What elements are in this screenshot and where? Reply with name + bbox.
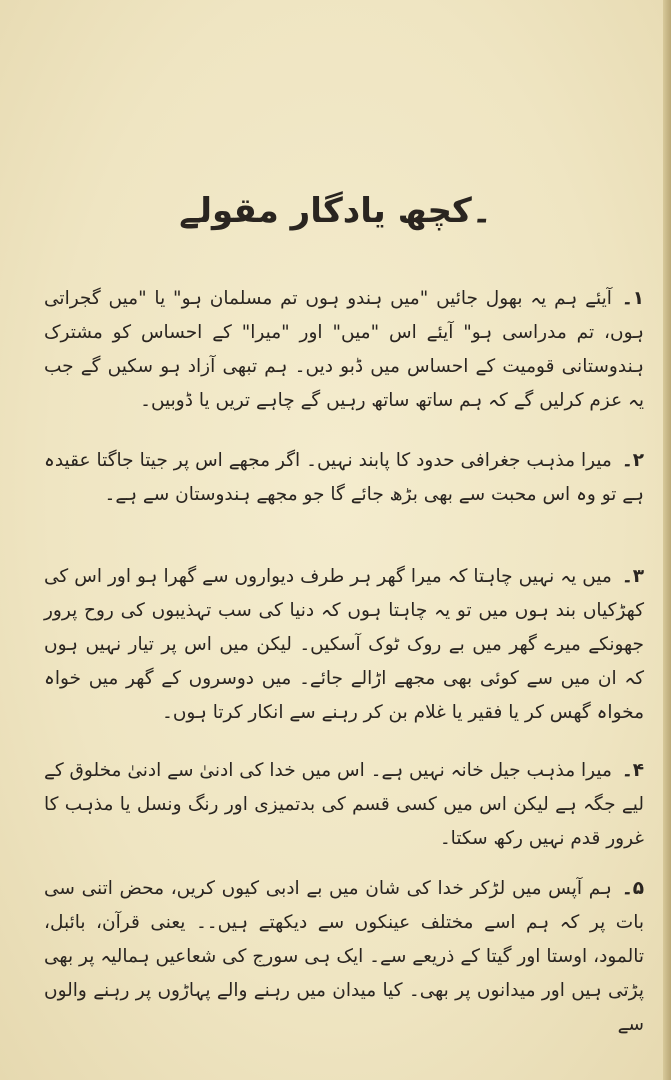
paragraph-2 [44, 444, 644, 512]
paragraph-5 [44, 872, 644, 1042]
paragraph-number: ۳۔ [621, 566, 644, 587]
paragraph-text: میرا مذہب جیل خانہ نہیں ہے۔ اس میں خدا کی ادنیٰ سے ادنیٰ مخلوق کے لیے جگہ ہے لیکن اس میں کسی قسم کی بدتمیزی اور رنگ ونسل یا مذہب کا غرور قدم نہیں رکھ سکتا۔ [44, 760, 644, 849]
paragraph-text: آیئے ہم یہ بھول جائیں "میں ہندو ہوں تم مسلمان ہو" یا "میں گجراتی ہوں، تم مدراسی ہو" آیئے اس "میں" اور "میرا" کے احساس کو مشترک ہندوستانی قومیت کے احساس میں ڈبو دیں۔ ہم تبھی آزاد ہو سکیں گے جب یہ عزم کرلیں گے کہ ہم ساتھ ساتھ رہیں گے چاہے تریں یا ڈوبیں۔ [44, 288, 644, 411]
paragraph-text: ہم آپس میں لڑکر خدا کی شان میں بے ادبی کیوں کریں، محض اتنی سی بات پر کہ ہم اسے مختلف عینکوں سے دیکھتے ہیں۔۔ یعنی قرآن، بائبل، تالمود، اوستا اور گیتا کے ذریعے سے۔ ایک ہی سورج کی شعاعیں ہمالیہ پر بھی پڑتی ہیں اور میدانوں پر بھی۔ کیا میدان میں رہنے والے پہاڑوں پر رہنے والوں سے [44, 878, 644, 1035]
paragraph-text: میرا مذہب جغرافی حدود کا پابند نہیں۔ اگر مجھے اس پر جیتا جاگتا عقیدہ ہے تو وہ اس محبت سے بھی بڑھ جائے گا جو مجھے ہندوستان سے ہے۔ [44, 450, 644, 505]
page-gutter [663, 0, 671, 1080]
paragraph-3 [44, 560, 644, 730]
page-title: ۔کچھ یادگار مقولے [179, 191, 492, 231]
paragraph-number: ۱۔ [621, 288, 644, 309]
paragraph-1 [44, 282, 644, 418]
paragraph-number: ۲۔ [621, 450, 644, 471]
paragraph-number: ۴۔ [621, 760, 644, 781]
paragraph-4 [44, 754, 644, 856]
paragraph-text: میں یہ نہیں چاہتا کہ میرا گھر ہر طرف دیواروں سے گھرا ہو اور اس کی کھڑکیاں بند ہوں میں تو یہ چاہتا ہوں کہ دنیا کی سب تہذیبوں کی روح پرور جھونکے میرے گھر میں بے روک ٹوک آسکیں۔ لیکن میں اس پر تیار نہیں ہوں کہ ان میں سے کوئی بھی مجھے اڑالے جائے۔ میں دوسروں کے گھر میں خواہ مخواہ گھس کر یا فقیر یا غلام بن کر رہنے سے انکار کرتا ہوں۔ [44, 566, 644, 723]
paragraph-number: ۵۔ [621, 878, 644, 899]
